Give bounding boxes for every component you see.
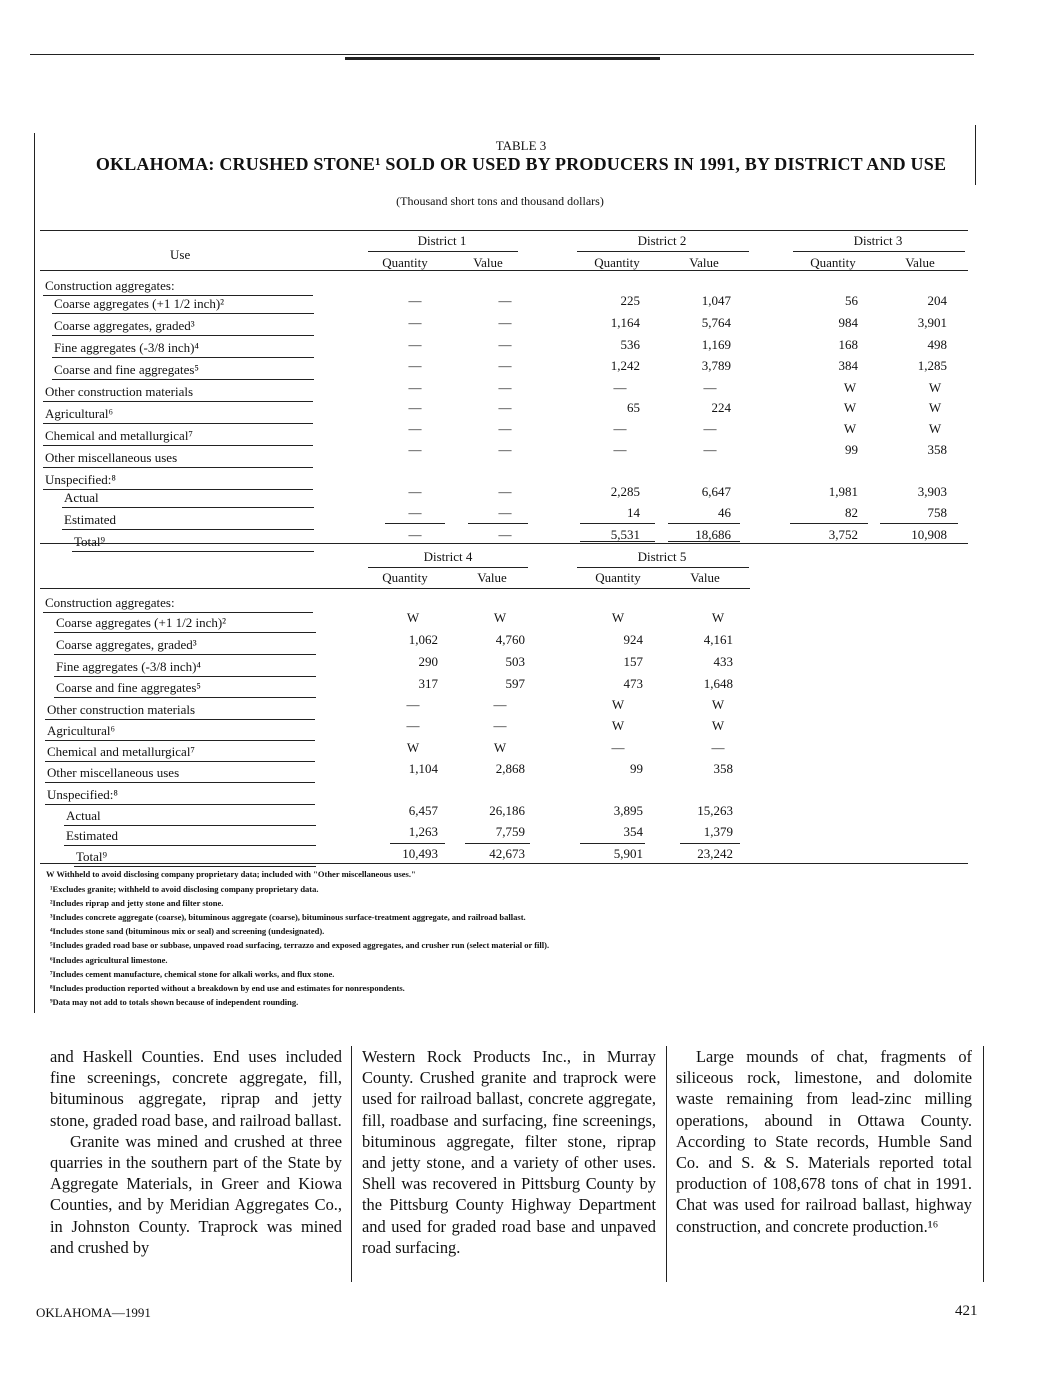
row-label: Fine aggregates (-3/8 inch)⁴ bbox=[56, 659, 201, 674]
subtotal-rule bbox=[465, 843, 530, 844]
top-rule bbox=[30, 54, 974, 55]
row-label-underline bbox=[62, 507, 314, 508]
row-label: Agricultural⁶ bbox=[45, 406, 114, 421]
row-label-underline bbox=[43, 467, 313, 468]
row-label-underline bbox=[45, 804, 315, 805]
row-label-underline bbox=[54, 697, 316, 698]
data-cell: — bbox=[408, 400, 422, 415]
table-subtitle: (Thousand short tons and thousand dollars) bbox=[396, 194, 604, 208]
row-label: Unspecified:⁸ bbox=[47, 787, 118, 802]
left-margin-rule bbox=[34, 133, 35, 1013]
row-label-underline bbox=[43, 401, 313, 402]
subtotal-rule bbox=[668, 523, 740, 524]
data-cell: 10,493 bbox=[402, 846, 438, 861]
footnote: ⁶Includes agricultural limestone. bbox=[50, 955, 168, 965]
row-label-underline bbox=[43, 612, 313, 613]
use-header: Use bbox=[170, 247, 191, 262]
data-cell: — bbox=[408, 442, 422, 457]
data-cell: 290 bbox=[418, 654, 438, 669]
value-header: Value bbox=[690, 570, 720, 585]
subtotal-rule bbox=[468, 523, 528, 524]
subtotal-rule bbox=[790, 523, 868, 524]
row-label: Coarse aggregates (+1 1/2 inch)² bbox=[56, 615, 227, 630]
data-cell: 7,759 bbox=[495, 824, 525, 839]
data-cell: W bbox=[406, 610, 420, 625]
text-column-2 bbox=[362, 1046, 656, 1258]
data-cell: 473 bbox=[623, 676, 643, 691]
subtotal-rule bbox=[880, 523, 958, 524]
data-cell: — bbox=[498, 505, 512, 520]
data-cell: — bbox=[711, 740, 725, 755]
data-cell: 1,648 bbox=[703, 676, 733, 691]
subtotal-rule bbox=[385, 523, 445, 524]
district-header-rule bbox=[577, 251, 749, 252]
footnote: ⁴Includes stone sand (bituminous mix or seal) and screening (undesignated). bbox=[50, 926, 325, 936]
row-label: Coarse aggregates, graded³ bbox=[56, 637, 197, 652]
column-divider-2 bbox=[666, 1046, 667, 1282]
row-label: Coarse aggregates (+1 1/2 inch)² bbox=[54, 296, 225, 311]
data-cell: 354 bbox=[623, 824, 643, 839]
data-cell: 384 bbox=[838, 358, 858, 373]
footnote: ⁹Data may not add to totals shown because of independent rounding. bbox=[50, 997, 299, 1007]
row-label-underline bbox=[54, 654, 316, 655]
quantity-header: Quantity bbox=[382, 255, 428, 270]
district-header-rule bbox=[577, 567, 749, 568]
col1-paragraph-2: Granite was mined and crushed at three quarries in the southern part of the State by Aggregate Materials, in Greer and Kiowa Counties, and by Meridian Aggregates Co., in Johnston County. Traprock was mined and crushed by bbox=[50, 1131, 342, 1257]
data-cell: 23,242 bbox=[697, 846, 733, 861]
data-cell: 204 bbox=[927, 293, 947, 308]
total-underline bbox=[668, 541, 740, 542]
data-cell: 42,673 bbox=[489, 846, 525, 861]
bottom-header-rule bbox=[40, 588, 750, 589]
data-cell: 99 bbox=[845, 442, 858, 457]
row-label: Chemical and metallurgical⁷ bbox=[47, 744, 195, 759]
col1-paragraph-1: and Haskell Counties. End uses included fine screenings, concrete aggregate, fill, bituminous aggregate, riprap and jetty stone, graded road base, and railroad ballast. bbox=[50, 1047, 342, 1130]
data-cell: 1,242 bbox=[610, 358, 640, 373]
data-cell: 99 bbox=[630, 761, 643, 776]
data-cell: W bbox=[843, 421, 857, 436]
data-cell: 6,647 bbox=[701, 484, 731, 499]
row-label-underline bbox=[45, 740, 315, 741]
data-cell: 358 bbox=[713, 761, 733, 776]
data-cell: 224 bbox=[711, 400, 731, 415]
data-cell: W bbox=[928, 421, 942, 436]
data-cell: — bbox=[408, 380, 422, 395]
data-cell: W bbox=[611, 718, 625, 733]
row-label-underline bbox=[72, 551, 314, 552]
data-cell: — bbox=[613, 380, 627, 395]
row-label: Actual bbox=[66, 808, 101, 823]
data-cell: — bbox=[498, 293, 512, 308]
data-cell: 82 bbox=[845, 505, 858, 520]
data-cell: 1,062 bbox=[408, 632, 438, 647]
subtotal-rule bbox=[680, 843, 740, 844]
data-cell: 758 bbox=[927, 505, 947, 520]
value-header: Value bbox=[473, 255, 503, 270]
data-cell: — bbox=[408, 484, 422, 499]
data-cell: 157 bbox=[623, 654, 643, 669]
data-cell: 984 bbox=[838, 315, 858, 330]
data-cell: — bbox=[498, 527, 512, 542]
district-header-rule bbox=[368, 567, 528, 568]
text-column-3 bbox=[676, 1046, 972, 1237]
data-cell: — bbox=[613, 442, 627, 457]
text-column-1 bbox=[50, 1046, 342, 1258]
data-cell: — bbox=[498, 380, 512, 395]
top-rule-bold bbox=[345, 57, 660, 60]
data-cell: 5,531 bbox=[610, 527, 640, 542]
data-cell: 498 bbox=[927, 337, 947, 352]
right-margin-rule-bottom bbox=[983, 1046, 984, 1282]
data-cell: 924 bbox=[623, 632, 643, 647]
data-cell: — bbox=[498, 484, 512, 499]
data-cell: — bbox=[703, 421, 717, 436]
footer-left: OKLAHOMA—1991 bbox=[36, 1305, 151, 1320]
data-cell: — bbox=[408, 358, 422, 373]
data-cell: — bbox=[498, 315, 512, 330]
data-cell: — bbox=[408, 315, 422, 330]
row-label: Other construction materials bbox=[47, 702, 196, 717]
data-cell: 3,901 bbox=[917, 315, 947, 330]
district-header: District 3 bbox=[853, 233, 903, 248]
data-cell: W bbox=[611, 697, 625, 712]
data-cell: 1,164 bbox=[610, 315, 640, 330]
row-label: Agricultural⁶ bbox=[47, 723, 116, 738]
value-header: Value bbox=[689, 255, 719, 270]
row-label-underline bbox=[52, 379, 314, 380]
data-cell: 225 bbox=[620, 293, 640, 308]
table-bottom-rule bbox=[40, 863, 968, 864]
quantity-header: Quantity bbox=[594, 255, 640, 270]
data-cell: 1,169 bbox=[701, 337, 731, 352]
data-cell: 1,285 bbox=[917, 358, 947, 373]
data-cell: — bbox=[406, 697, 420, 712]
data-cell: — bbox=[408, 421, 422, 436]
data-cell: 1,981 bbox=[828, 484, 858, 499]
data-cell: W bbox=[711, 610, 725, 625]
data-cell: 15,263 bbox=[697, 803, 733, 818]
row-label-underline bbox=[45, 719, 315, 720]
data-cell: — bbox=[498, 400, 512, 415]
data-cell: 65 bbox=[627, 400, 640, 415]
row-label-underline bbox=[43, 445, 313, 446]
district-header: District 1 bbox=[417, 233, 467, 248]
footnote: ⁸Includes production reported without a breakdown by end use and estimates for nonrespondents. bbox=[50, 983, 405, 993]
row-label: Other miscellaneous uses bbox=[45, 450, 178, 465]
footnote: ²Includes riprap and jetty stone and filter stone. bbox=[50, 898, 224, 908]
row-label-underline bbox=[45, 782, 315, 783]
data-cell: 3,895 bbox=[613, 803, 643, 818]
row-label-underline bbox=[64, 845, 316, 846]
column-divider-1 bbox=[351, 1046, 352, 1282]
col3-paragraph-1: Large mounds of chat, fragments of siliceous rock, limestone, and dolomite waste remaining from lead-zinc milling operations, abound in Ottawa County. According to State records, Humble Sand Co. and S. & S. Materials reported total production of 108,678 tons of chat in 1991. Chat was used for railroad ballast, highway construction, and concrete production.¹⁶ bbox=[676, 1047, 972, 1236]
row-label-underline bbox=[74, 866, 316, 867]
data-cell: — bbox=[408, 527, 422, 542]
value-header: Value bbox=[477, 570, 507, 585]
data-cell: 358 bbox=[927, 442, 947, 457]
quantity-header: Quantity bbox=[595, 570, 641, 585]
col2-paragraph-1: Western Rock Products Inc., in Murray County. Crushed granite and traprock were used for railroad ballast, concrete aggregate, fill, roadbase and surfacing, fine screenings, bituminous aggregate, filter stone, riprap and jetty stone, and a variety of other uses. Shell was recovered in Pittsburg County by the Pittsburg County Highway Department and used for graded road base and unpaved road surfacing. bbox=[362, 1047, 656, 1257]
footnote: ⁵Includes graded road base or subbase, unpaved road surfacing, terrazzo and exposed aggregates, and crusher run (select material or fill). bbox=[50, 940, 550, 950]
subtotal-rule bbox=[580, 843, 645, 844]
row-label: Coarse and fine aggregates⁵ bbox=[54, 362, 199, 377]
footnote: W Withheld to avoid disclosing company proprietary data; included with "Other miscellaneous uses." bbox=[46, 869, 416, 879]
value-header: Value bbox=[905, 255, 935, 270]
data-cell: 5,901 bbox=[613, 846, 643, 861]
data-cell: 6,457 bbox=[408, 803, 438, 818]
data-cell: — bbox=[498, 421, 512, 436]
subtotal-rule bbox=[390, 843, 445, 844]
footnote: ¹Excludes granite; withheld to avoid disclosing company proprietary data. bbox=[50, 884, 319, 894]
data-cell: W bbox=[493, 610, 507, 625]
data-cell: W bbox=[711, 718, 725, 733]
data-cell: 1,047 bbox=[701, 293, 731, 308]
table-top-rule bbox=[40, 230, 968, 231]
data-cell: 4,161 bbox=[703, 632, 733, 647]
district-header: District 4 bbox=[423, 549, 473, 564]
row-label: Construction aggregates: bbox=[45, 278, 175, 293]
data-cell: 4,760 bbox=[495, 632, 525, 647]
data-cell: 433 bbox=[713, 654, 733, 669]
data-cell: W bbox=[406, 740, 420, 755]
data-cell: 1,379 bbox=[703, 824, 733, 839]
table-header-rule bbox=[40, 270, 968, 271]
data-cell: 3,789 bbox=[701, 358, 731, 373]
row-label: Coarse and fine aggregates⁵ bbox=[56, 680, 201, 695]
data-cell: 2,285 bbox=[610, 484, 640, 499]
data-cell: 5,764 bbox=[701, 315, 731, 330]
data-cell: 10,908 bbox=[911, 527, 947, 542]
data-cell: 1,263 bbox=[408, 824, 438, 839]
row-label-underline bbox=[45, 761, 315, 762]
row-label-underline bbox=[54, 632, 316, 633]
data-cell: — bbox=[498, 358, 512, 373]
data-cell: — bbox=[493, 697, 507, 712]
district-header-rule bbox=[793, 251, 965, 252]
data-cell: — bbox=[498, 337, 512, 352]
data-cell: 3,903 bbox=[917, 484, 947, 499]
data-cell: 1,104 bbox=[408, 761, 438, 776]
data-cell: W bbox=[928, 380, 942, 395]
data-cell: W bbox=[843, 380, 857, 395]
data-cell: W bbox=[928, 400, 942, 415]
data-cell: 14 bbox=[627, 505, 640, 520]
row-label: Total⁹ bbox=[76, 849, 108, 864]
data-cell: 2,868 bbox=[495, 761, 525, 776]
row-label: Fine aggregates (-3/8 inch)⁴ bbox=[54, 340, 199, 355]
district-header: District 5 bbox=[637, 549, 687, 564]
district-header-rule bbox=[368, 251, 518, 252]
data-cell: 317 bbox=[418, 676, 438, 691]
page-number: 421 bbox=[955, 1303, 978, 1319]
data-cell: W bbox=[611, 610, 625, 625]
data-cell: 46 bbox=[718, 505, 731, 520]
data-cell: — bbox=[493, 718, 507, 733]
row-label-underline bbox=[52, 357, 314, 358]
row-label: Other miscellaneous uses bbox=[47, 765, 180, 780]
data-cell: — bbox=[408, 505, 422, 520]
data-cell: W bbox=[711, 697, 725, 712]
quantity-header: Quantity bbox=[810, 255, 856, 270]
quantity-header: Quantity bbox=[382, 570, 428, 585]
data-cell: — bbox=[703, 442, 717, 457]
data-cell: — bbox=[611, 740, 625, 755]
total-underline bbox=[580, 541, 655, 542]
row-label: Coarse aggregates, graded³ bbox=[54, 318, 195, 333]
data-cell: — bbox=[408, 293, 422, 308]
table-number: TABLE 3 bbox=[495, 138, 547, 153]
row-label: Actual bbox=[64, 490, 99, 505]
data-cell: W bbox=[843, 400, 857, 415]
table-title: OKLAHOMA: CRUSHED STONE¹ SOLD OR USED BY PRODUCERS IN 1991, BY DISTRICT AND USE bbox=[95, 154, 947, 174]
table-mid-rule bbox=[40, 543, 968, 544]
row-label-underline bbox=[64, 825, 316, 826]
row-label-underline bbox=[52, 335, 314, 336]
data-cell: W bbox=[493, 740, 507, 755]
data-cell: 597 bbox=[505, 676, 525, 691]
row-label-underline bbox=[52, 313, 314, 314]
district-header: District 2 bbox=[637, 233, 687, 248]
row-label: Estimated bbox=[64, 512, 116, 527]
footnote: ⁷Includes cement manufacture, chemical stone for alkali works, and flux stone. bbox=[50, 969, 335, 979]
data-cell: — bbox=[613, 421, 627, 436]
data-cell: 3,752 bbox=[828, 527, 858, 542]
data-cell: — bbox=[406, 718, 420, 733]
row-label: Estimated bbox=[66, 828, 118, 843]
row-label-underline bbox=[54, 676, 316, 677]
data-cell: 536 bbox=[620, 337, 640, 352]
row-label: Chemical and metallurgical⁷ bbox=[45, 428, 193, 443]
subtotal-rule bbox=[580, 523, 655, 524]
data-cell: — bbox=[703, 380, 717, 395]
data-cell: 56 bbox=[845, 293, 858, 308]
row-label: Construction aggregates: bbox=[45, 595, 175, 610]
row-label-underline bbox=[62, 529, 314, 530]
row-label-underline bbox=[43, 423, 313, 424]
data-cell: 503 bbox=[505, 654, 525, 669]
row-label: Other construction materials bbox=[45, 384, 194, 399]
row-label: Unspecified:⁸ bbox=[45, 472, 116, 487]
data-cell: — bbox=[498, 442, 512, 457]
data-cell: 26,186 bbox=[489, 803, 525, 818]
row-label: Total⁹ bbox=[74, 534, 106, 549]
data-cell: 168 bbox=[838, 337, 858, 352]
data-cell: — bbox=[408, 337, 422, 352]
data-cell: 18,686 bbox=[695, 527, 731, 542]
footnote: ³Includes concrete aggregate (coarse), bituminous aggregate (coarse), bituminous surface-treatment aggregate, and railroad ballast. bbox=[50, 912, 526, 922]
